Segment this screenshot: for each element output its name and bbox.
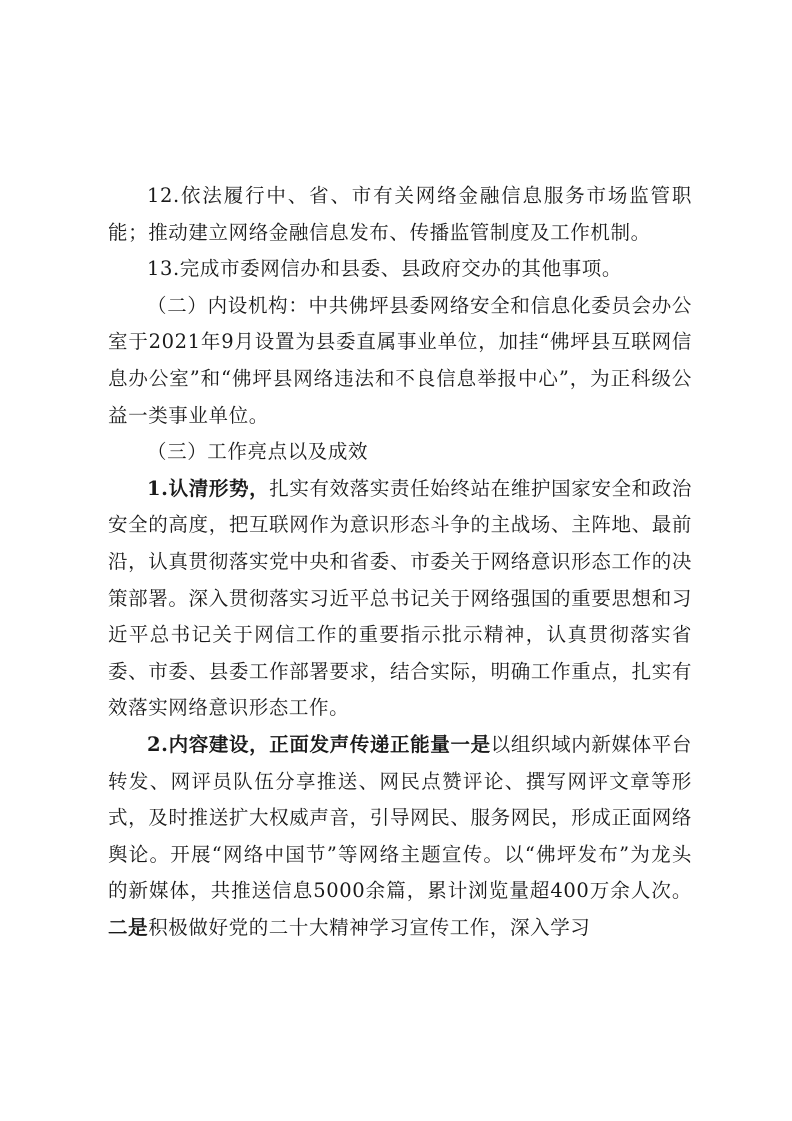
section-2-heading: （二）内设机构： bbox=[147, 293, 309, 317]
point-2-body-1: 以组织域内新媒体平台转发、网评员队伍分享推送、网民点赞评论、撰写网评文章等形式，及时推送扩大权威声音，引导网民、服务网民，形成正面网络舆论。开展“网络中国节”等网络主题宣传。以“佛坪发布”为龙头的新媒体，共推送信息5000余篇，累计浏览量超400万余人次。 bbox=[108, 732, 692, 903]
section-2-paragraph bbox=[108, 288, 692, 434]
document-page bbox=[108, 178, 692, 946]
point-1-lead: 1.认清形势， bbox=[147, 476, 270, 500]
item-13-paragraph bbox=[108, 251, 692, 288]
point-2-body-2: 积极做好党的二十大精神学习宣传工作，深入学习 bbox=[148, 915, 591, 939]
point-2-marker-2: 二是 bbox=[108, 915, 149, 939]
section-3-heading bbox=[108, 434, 692, 471]
point-2-paragraph bbox=[108, 727, 692, 947]
item-12-text: 12.依法履行中、省、市有关网络金融信息服务市场监管职能；推动建立网络金融信息发布、传播监管制度及工作机制。 bbox=[108, 184, 692, 244]
point-2-marker-1: 一是 bbox=[450, 732, 491, 756]
point-1-paragraph bbox=[108, 471, 692, 727]
item-12-paragraph bbox=[108, 178, 692, 251]
section-3-heading-text: （三）工作亮点以及成效 bbox=[147, 440, 369, 464]
item-13-text: 13.完成市委网信办和县委、县政府交办的其他事项。 bbox=[147, 257, 623, 281]
point-2-lead: 2.内容建设，正面发声传递正能量 bbox=[147, 732, 451, 756]
section-2-body: 中共佛坪县委网络安全和信息化委员会办公室于2021年9月设置为县委直属事业单位，加挂“佛坪县互联网信息办公室”和“佛坪县网络违法和不良信息举报中心”，为正科级公益一类事业单位。 bbox=[108, 293, 692, 427]
point-1-body: 扎实有效落实责任始终站在维护国家安全和政治安全的高度，把互联网作为意识形态斗争的主战场、主阵地、最前沿，认真贯彻落实党中央和省委、市委关于网络意识形态工作的决策部署。深入贯彻落实习近平总书记关于网络强国的重要思想和习近平总书记关于网信工作的重要指示批示精神，认真贯彻落实省委、市委、县委工作部署要求，结合实际，明确工作重点，扎实有效落实网络意识形态工作。 bbox=[108, 476, 692, 720]
